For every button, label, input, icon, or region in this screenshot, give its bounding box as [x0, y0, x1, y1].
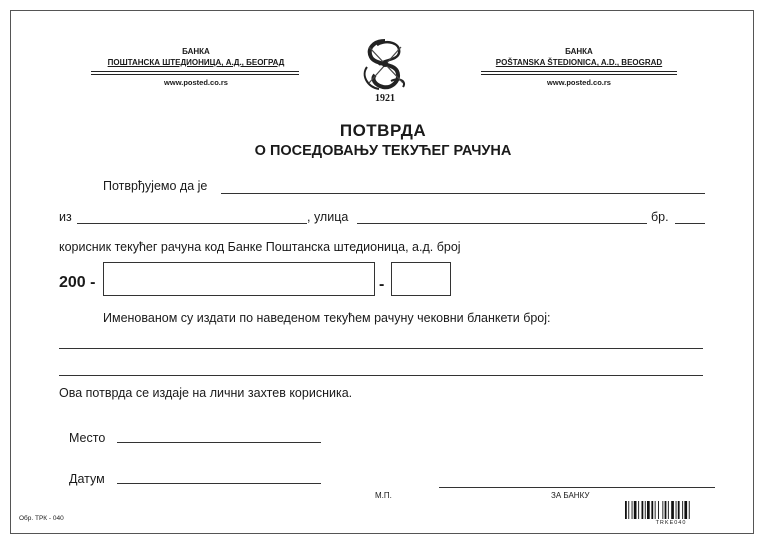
right-bank-name: POŠTANSKA ŠTEDIONICA, A.D., BEOGRAD	[495, 58, 663, 67]
account-number-box[interactable]	[103, 262, 375, 296]
form-code: Обр. ТРК - 040	[19, 515, 64, 522]
account-control-box[interactable]	[391, 262, 451, 296]
street-number-field[interactable]	[675, 223, 705, 224]
left-header-rule-2	[91, 74, 299, 75]
bank-signature-field[interactable]	[439, 487, 715, 488]
cheques-field-2[interactable]	[59, 375, 703, 376]
right-header-rule-2	[481, 74, 677, 75]
bank-logo	[347, 37, 423, 105]
confirmation-form	[10, 10, 754, 534]
from-label: из	[59, 210, 72, 224]
date-field[interactable]	[117, 483, 321, 484]
street-field[interactable]	[357, 223, 647, 224]
bank-monogram-icon	[347, 37, 423, 95]
city-field[interactable]	[77, 223, 307, 224]
logo-year: 1921	[375, 93, 395, 104]
confirm-label: Потврђујемо да је	[103, 179, 208, 193]
date-label: Датум	[69, 472, 105, 486]
left-bank-label: БАНКА	[182, 47, 210, 56]
right-website: www.posted.co.rs	[547, 78, 611, 87]
barcode-text: TRKE040	[655, 520, 687, 526]
bank-sign-label: ЗА БАНКУ	[551, 491, 590, 500]
account-label: корисник текућег рачуна код Банке Поштанска штедионица, а.д. број	[59, 240, 461, 254]
holder-name-field[interactable]	[221, 193, 705, 194]
place-label: Место	[69, 431, 106, 445]
left-website: www.posted.co.rs	[164, 78, 228, 87]
street-label: , улица	[307, 210, 349, 224]
cheques-field-1[interactable]	[59, 348, 703, 349]
document-subtitle: О ПОСЕДОВАЊУ ТЕКУЋЕГ РАЧУНА	[254, 143, 512, 159]
barcode-icon	[623, 501, 719, 521]
number-label: бр.	[651, 210, 669, 224]
right-header-rule-1	[481, 71, 677, 72]
left-header-rule-1	[91, 71, 299, 72]
barcode	[623, 501, 719, 527]
issued-note: Ова потврда се издаје на лични захтев корисника.	[59, 386, 353, 400]
right-bank-label: БАНКА	[565, 47, 593, 56]
document-title: ПОТВРДА	[339, 121, 427, 140]
left-bank-name: ПОШТАНСКА ШТЕДИОНИЦА, А.Д., БЕОГРАД	[107, 58, 285, 67]
cheques-label: Именованом су издати по наведеном текућем рачуну чековни бланкети број:	[103, 311, 551, 325]
account-dash: -	[379, 276, 385, 293]
place-field[interactable]	[117, 442, 321, 443]
account-prefix: 200 -	[59, 274, 96, 291]
stamp-label: М.П.	[375, 491, 392, 500]
